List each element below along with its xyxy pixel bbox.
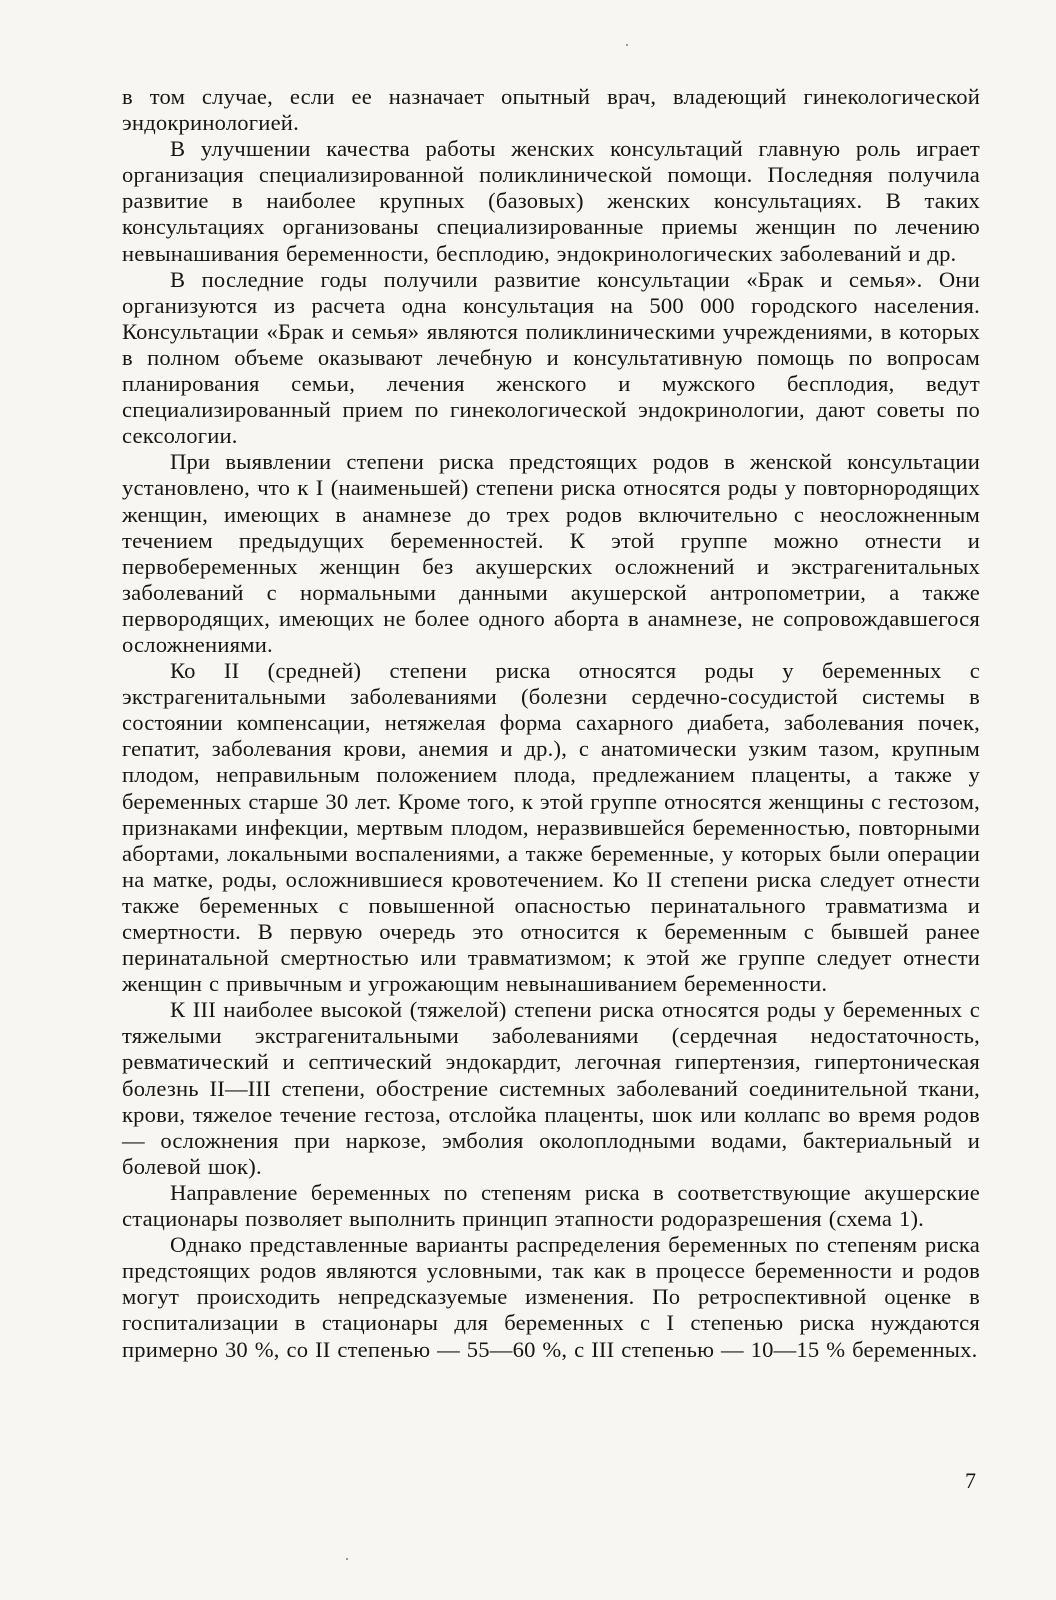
scan-speck [626,44,628,46]
paragraph-risk-degree-one: При выявлении степени риска предстоящих родов в женской консультации установлено, что к I (наименьшей) степени риска относятся роды у повторнородящих женщин, имеющих в анамнезе до трех родов включительно с неосложненным течением предыдущих беременностей. К этой группе можно отнести и первобеременных женщин без акушерских осложнений и экстрагенитальных заболеваний с нормальными данными акушерской антропометрии, а также первородящих, имеющих не более одного аборта в анамнезе, не сопровождавшегося осложнениями. [122,449,980,657]
paragraph-risk-degree-two: Ко II (средней) степени риска относятся роды у беременных с экстрагенитальными заболеваниями (болезни сердечно-сосудистой системы в состоянии компенсации, нетяжелая форма сахарного диабета, заболевания почек, гепатит, заболевания крови, анемия и др.), с анатомически узким тазом, крупным плодом, неправильным положением плода, предлежанием плаценты, а также у беременных старше 30 лет. Кроме того, к этой группе относятся женщины с гестозом, признаками инфекции, мертвым плодом, неразвившейся беременностью, повторными абортами, локальными воспалениями, а также беременные, у которых были операции на матке, роды, осложнившиеся кровотечением. Ко II степени риска следует отнести также беременных с повышенной опасностью перинатального травматизма и смертности. В первую очередь это относится к беременным с бывшей ранее перинатальной смертностью или травматизмом; к этой же группе следует отнести женщин с привычным и угрожающим невынашиванием беременности. [122,658,980,997]
paragraph-continued: в том случае, если ее назначает опытный врач, владеющий гинекологической эндокринологией. [122,84,980,136]
paragraph-conditional-distribution: Однако представленные варианты распределения беременных по степеням риска предстоящих родов являются условными, так как в процессе беременности и родов могут происходить непредсказуемые изменения. По ретроспективной оценке в госпитализации в стационары для беременных с I степенью риска нуждаются примерно 30 %, со II степенью — 55—60 %, с III степенью — 10—15 % беременных. [122,1232,980,1362]
page-number: 7 [965,1468,976,1493]
paragraph-risk-degree-three: К III наиболее высокой (тяжелой) степени риска относятся роды у беременных с тяжелыми экстрагенитальными заболеваниями (сердечная недостаточность, ревматический и септический эндокардит, легочная гипертензия, гипертоническая болезнь II—III степени, обострение системных заболеваний соединительной ткани, крови, тяжелое течение гестоза, отслойка плаценты, шок или коллапс во время родов — осложнения при наркозе, эмболия околоплодными водами, бактериальный и болевой шок). [122,997,980,1179]
paragraph-marriage-family-consultations: В последние годы получили развитие консультации «Брак и семья». Они организуются из расчета одна консультация на 500 000 городского населения. Консультации «Брак и семья» являются поликлиническими учреждениями, в которых в полном объеме оказывают лечебную и консультативную помощь по вопросам планирования семьи, лечения женского и мужского бесплодия, ведут специализированный прием по гинекологической эндокринологии, дают советы по сексологии. [122,266,980,449]
paragraph-referral-stages: Направление беременных по степеням риска в соответствующие акушерские стационары позволяет выполнить принцип этапности родоразрешения (схема 1). [122,1179,980,1232]
scan-speck [346,1558,348,1560]
paragraph-specialized-care: В улучшении качества работы женских консультаций главную роль играет организация специализированной поликлинической помощи. Последняя получила развитие в наиболее крупных (базовых) женских консультациях. В таких консультациях организованы специализированные приемы женщин по лечению невынашивания беременности, бесплодию, эндокринологических заболеваний и др. [122,136,980,266]
book-page-body [122,84,980,1363]
